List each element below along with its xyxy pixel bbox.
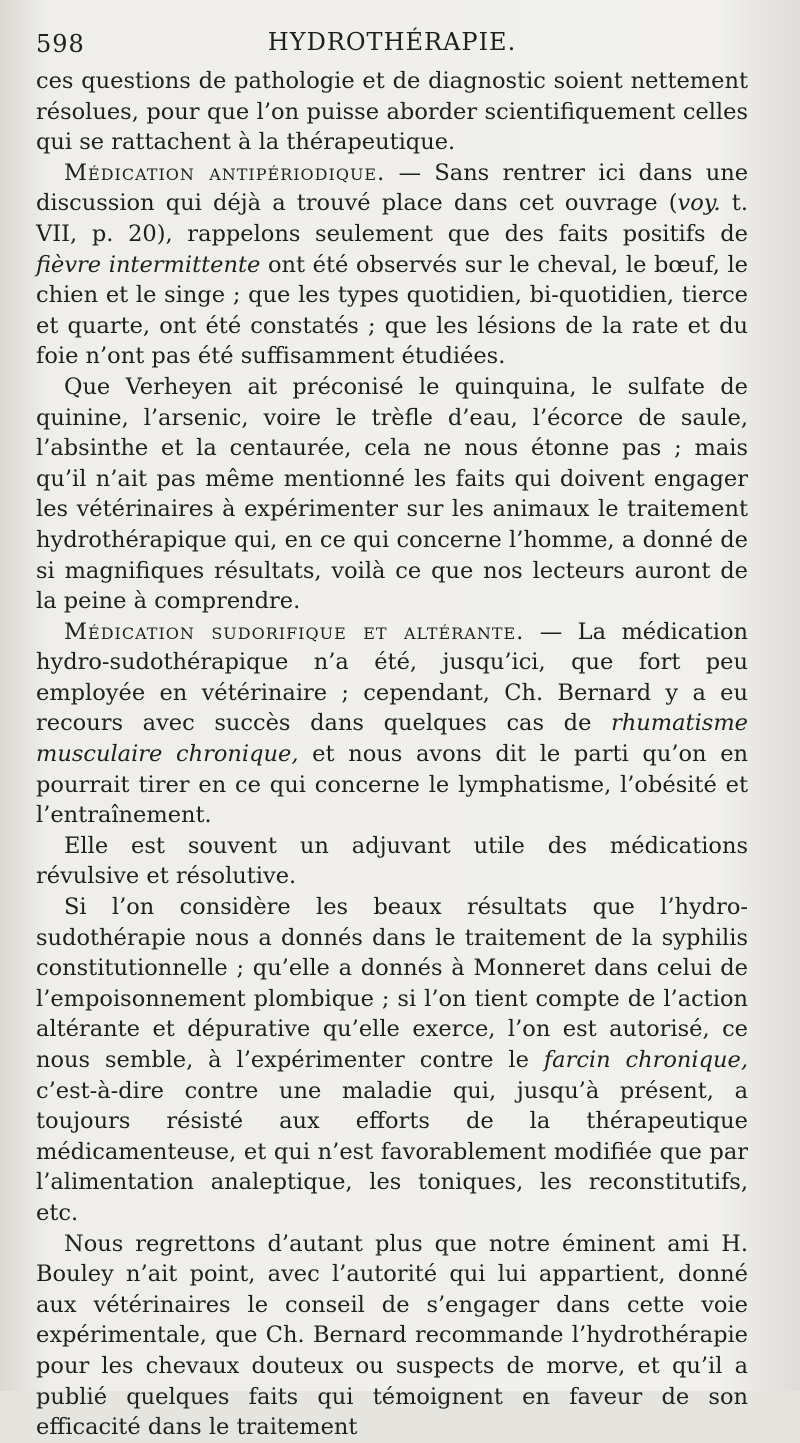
page-number: 598 xyxy=(36,30,85,58)
paragraph-6 xyxy=(36,892,748,1229)
paragraph-6-text-2: c’est-à-dire contre une maladie qui, jusqu’à présent, a toujours résisté aux efforts de la thérapeutique médicamenteuse, et qui n’est favorablement modifiée que par l’alimentation analeptique, les toniques, les reconstitutifs, etc. xyxy=(36,1077,748,1226)
paragraph-7-text: Nous regrettons d’autant plus que notre éminent ami H. Bouley n’ait point, avec l’autorité qui lui appartient, donné aux vétérinaires le conseil de s’engager dans cette voie expérimentale, que Ch. Bernard recommande l’hydrothérapie pour les chevaux douteux ou suspects de morve, et qu’il a publié quelques faits qui témoignent en faveur de son efficacité dans le traitement xyxy=(36,1230,748,1441)
paragraph-3-text: Que Verheyen ait préconisé le quinquina, le sulfate de quinine, l’arsenic, voire le trèfle d’eau, l’écorce de saule, l’absinthe et la centaurée, cela ne nous étonne pas ; mais qu’il n’ait pas même mentionné les faits qui doivent engager les vétérinaires à expérimenter sur les animaux le traitement hydrothérapique qui, en ce qui concerne l’homme, a donné de si magnifiques résultats, voilà ce que nos lecteurs auront de la peine à comprendre. xyxy=(36,373,748,615)
paragraph-4-italic-1: rhumatisme musculaire chronique, xyxy=(36,710,748,768)
paragraph-3 xyxy=(36,372,748,617)
paragraph-2-text-1: — Sans rentrer ici dans une discussion qui déjà a trouvé place dans cet ouvrage ( xyxy=(36,159,749,217)
paragraph-2-text-2: t. VII, p. 20), rappelons seulement que des faits positifs de xyxy=(36,190,748,247)
paragraph-6-italic-1: farcin chronique, xyxy=(543,1047,748,1073)
paragraph-7 xyxy=(36,1229,748,1443)
paragraph-4-text-1: — La médication hydro-sudothérapique n’a été, jusqu’ici, que fort peu employée en vétérinaire ; cependant, Ch. Bernard y a eu recours avec succès dans quelques cas de xyxy=(36,618,749,737)
body-text xyxy=(36,66,748,1443)
paragraph-4-text-2: et nous avons dit le parti qu’on en pourrait tirer en ce qui concerne le lymphatisme, l’obésité et l’entraînement. xyxy=(36,741,749,829)
paragraph-2-italic-2: fièvre intermittente xyxy=(36,251,261,278)
paragraph-5 xyxy=(36,831,748,892)
paragraph-1-text: ces questions de pathologie et de diagnostic soient nettement résolues, pour que l’on puisse aborder scientifiquement celles qui se rattachent à la thérapeutique. xyxy=(36,68,748,156)
paragraph-2-text-3: ont été observés sur le cheval, le bœuf, le chien et le singe ; que les types quotidien, bi-quotidien, tierce et quarte, ont été constatés ; que les lésions de la rate et du foie n’ont pas été suffisamment étudiées. xyxy=(36,251,748,370)
section-heading-antiperiodique: Médication antipériodique. xyxy=(64,159,386,186)
paragraph-4 xyxy=(36,617,748,831)
paragraph-5-text: Elle est souvent un adjuvant utile des médications révulsive et résolutive. xyxy=(36,832,748,890)
page-header xyxy=(36,18,748,66)
paragraph-6-text-1: Si l’on considère les beaux résultats que l’hydro-sudothérapie nous a donnés dans le traitement de la syphilis constitutionnelle ; qu’elle a donnés à Monneret dans celui de l’empoisonnement plombique ; si l’on tient compte de l’action altérante et dépurative qu’elle exerce, l’on est autorisé, ce nous semble, à l’expérimenter contre le xyxy=(36,894,748,1073)
paragraph-2-italic-1: voy. xyxy=(677,190,721,217)
paragraph-1 xyxy=(36,66,748,158)
paragraph-2 xyxy=(36,158,748,372)
running-head: HYDROTHÉRAPIE. xyxy=(267,28,517,56)
section-heading-sudorifique: Médication sudorifique et altérante. xyxy=(64,618,525,645)
